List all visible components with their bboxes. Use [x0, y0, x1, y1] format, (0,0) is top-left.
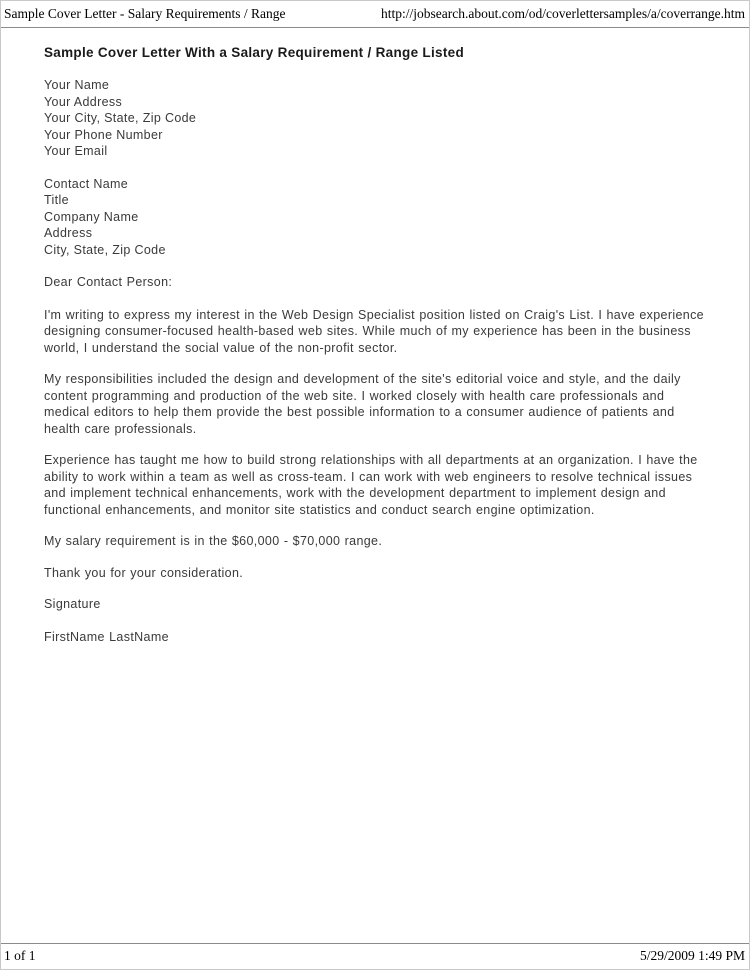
sender-line: Your Phone Number [44, 127, 163, 142]
header-doc-title: Sample Cover Letter - Salary Requirements / Range [4, 6, 286, 21]
salary-requirement-line: My salary requirement is in the $60,000 - $70,000 range. [44, 534, 383, 548]
print-header [1, 1, 749, 28]
sender-line: Your Name [44, 78, 110, 92]
paragraph: I'm writing to express my interest in the Web Design Specialist position listed on Craig's List. I have experience designing consumer-focused health-based web sites. While much of my experience has been in the business world, I understand the social value of the non-profit sector. [44, 307, 704, 355]
letter-title: Sample Cover Letter With a Salary Requirement / Range Listed [44, 45, 464, 60]
signature-label: Signature [44, 597, 101, 611]
letter-body [1, 28, 749, 660]
footer-timestamp: 5/29/2009 1:49 PM [639, 948, 745, 963]
closing-line: Thank you for your consideration. [44, 565, 244, 580]
recipient-address-block [44, 176, 705, 259]
header-url: http://jobsearch.about.com/od/coverlettersamples/a/coverrange.htm [381, 6, 745, 21]
signature-name: FirstName LastName [44, 629, 169, 644]
recipient-line: Contact Name [44, 176, 129, 191]
sender-address-block [44, 77, 705, 160]
paragraph: Experience has taught me how to build strong relationships with all departments at an organization. I have the ability to work within a team as well as cross-team. I can work with web engineers to resolve technical issues and implement technical enhancements, work with the development department to implement design and functional enhancements, and monitor site statistics and conduct search engine optimization. [44, 453, 698, 517]
recipient-line: Company Name [44, 209, 139, 224]
recipient-line: Title [44, 193, 69, 207]
recipient-line: City, State, Zip Code [44, 242, 166, 257]
paragraph: My responsibilities included the design and development of the site's editorial voice and style, and the daily content programming and production of the web site. I worked closely with health care professionals and medical editors to help them provide the best possible information to a consumer audience of patients and health care professionals. [44, 372, 681, 436]
salutation: Dear Contact Person: [44, 275, 173, 289]
sender-line: Your City, State, Zip Code [44, 111, 197, 125]
sender-line: Your Address [44, 94, 123, 109]
footer-page-number: 1 of 1 [4, 948, 36, 963]
print-footer [1, 943, 749, 969]
sender-line: Your Email [44, 144, 108, 158]
recipient-line: Address [44, 226, 93, 240]
